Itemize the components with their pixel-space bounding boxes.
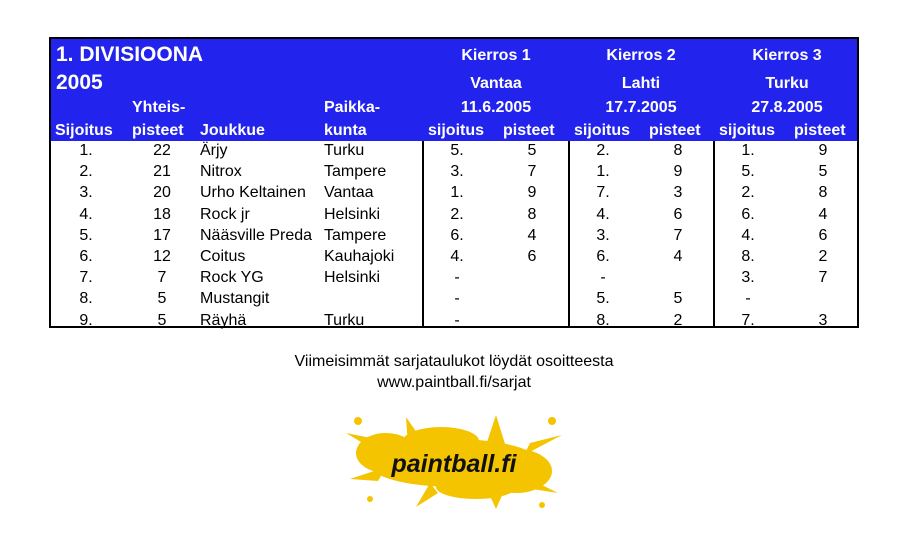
round-3-rank-cell: 2. [741, 184, 755, 202]
round-3-points-cell: 2 [818, 248, 828, 265]
round-1-rank-cell: 2. [450, 205, 464, 223]
footer-note: Viimeisimmät sarjataulukot löydät osoitteesta [294, 353, 614, 370]
total-cell: 17 [153, 226, 171, 244]
round-2-name: Kierros 2 [606, 47, 676, 64]
round-2-points-cell: 8 [673, 142, 683, 159]
city-cell: Helsinki [324, 269, 381, 287]
standings-table [49, 37, 859, 328]
round-3-rank-cell: 3. [741, 269, 755, 287]
city-cell: Tampere [324, 226, 387, 244]
col-r2-rank-label: sijoitus [574, 122, 631, 139]
round-2-points-cell: 2 [673, 311, 683, 329]
team-cell: Rock jr [200, 205, 250, 223]
city-cell: Turku [324, 142, 365, 159]
round-2-points-cell: 6 [673, 205, 683, 223]
round-3-divider [713, 141, 715, 328]
round-1-points-cell: 4 [527, 226, 537, 244]
round-1-rank-cell: 6. [450, 226, 464, 244]
round-1-points-cell: 9 [527, 184, 537, 202]
round-2-rank-cell: 8. [596, 311, 610, 329]
total-cell: 22 [153, 142, 171, 159]
team-cell: Urho Keltainen [200, 184, 306, 202]
round-1-points-cell: 5 [527, 142, 537, 159]
round-1-rank-cell: 5. [450, 142, 464, 159]
footer-url: www.paintball.fi/sarjat [377, 374, 531, 391]
total-cell: 18 [153, 205, 171, 223]
col-total-label: pisteet [132, 122, 184, 139]
round-3-rank-cell: - [745, 290, 751, 308]
total-cell: 21 [153, 163, 171, 181]
round-3-name: Kierros 3 [752, 47, 822, 64]
division-title: 1. DIVISIOONA [56, 43, 204, 66]
round-1-points-cell: 7 [527, 163, 537, 181]
season-year: 2005 [56, 71, 103, 94]
col-r1-points-label: pisteet [503, 122, 555, 139]
round-2-points-cell: 4 [673, 248, 683, 265]
round-2-rank-cell: 7. [596, 184, 610, 202]
round-3-rank-cell: 8. [741, 248, 755, 265]
round-3-points-cell: 6 [818, 226, 828, 244]
col-r3-points-label: pisteet [794, 122, 846, 139]
round-3-points-cell: 5 [818, 163, 828, 181]
total-cell: 5 [157, 290, 167, 308]
rank-cell: 7. [79, 269, 93, 287]
rank-cell: 5. [79, 226, 93, 244]
col-r3-rank-label: sijoitus [719, 122, 776, 139]
round-2-points-cell: 7 [673, 226, 683, 244]
round-2-date: 17.7.2005 [605, 99, 677, 116]
city-cell: Kauhajoki [324, 248, 395, 265]
round-3-rank-cell: 6. [741, 205, 755, 223]
round-1-date: 11.6.2005 [460, 99, 532, 116]
col-city-label: kunta [324, 122, 367, 139]
round-3-points-cell: 9 [818, 142, 828, 159]
team-cell: Mustangit [200, 290, 270, 308]
rank-cell: 1. [79, 142, 93, 159]
rank-cell: 9. [79, 311, 93, 329]
col-team-label: Joukkue [200, 122, 265, 139]
team-cell: Rock YG [200, 269, 264, 287]
round-2-points-cell: 3 [673, 184, 683, 202]
round-2-divider [568, 141, 570, 328]
rank-cell: 4. [79, 205, 93, 223]
round-1-points-cell: 6 [527, 248, 537, 265]
rank-cell: 3. [79, 184, 93, 202]
round-2-city: Lahti [621, 75, 661, 92]
round-2-points-cell: 5 [673, 290, 683, 308]
total-cell: 7 [157, 269, 167, 287]
team-cell: Nääsville Preda [200, 226, 313, 244]
round-3-rank-cell: 7. [741, 311, 755, 329]
rank-cell: 6. [79, 248, 93, 265]
city-cell: Vantaa [324, 184, 374, 202]
city-cell: Tampere [324, 163, 387, 181]
round-1-rank-cell: 1. [450, 184, 464, 202]
city-cell: Turku [324, 311, 365, 329]
logo-text: paintball.fi [391, 450, 517, 478]
round-3-date: 27.8.2005 [751, 99, 823, 116]
rank-cell: 8. [79, 290, 93, 308]
round-1-rank-cell: - [454, 269, 460, 287]
round-2-rank-cell: 6. [596, 248, 610, 265]
paintball-logo [346, 413, 562, 509]
total-cell: 12 [153, 248, 171, 265]
round-3-points-cell: 3 [818, 311, 828, 329]
round-3-points-cell: 7 [818, 269, 828, 287]
total-cell: 20 [153, 184, 171, 202]
round-3-city: Turku [765, 75, 809, 92]
round-1-name: Kierros 1 [461, 47, 531, 64]
team-cell: Coitus [200, 248, 246, 265]
round-1-city: Vantaa [470, 75, 522, 92]
rank-cell: 2. [79, 163, 93, 181]
col-r1-rank-label: sijoitus [428, 122, 485, 139]
round-1-rank-cell: 4. [450, 248, 464, 265]
round-3-rank-cell: 4. [741, 226, 755, 244]
round-1-divider [422, 141, 424, 328]
round-3-rank-cell: 1. [741, 142, 755, 159]
round-2-rank-cell: 1. [596, 163, 610, 181]
round-1-points-cell: 8 [527, 205, 537, 223]
round-3-points-cell: 4 [818, 205, 828, 223]
round-2-points-cell: 9 [673, 163, 683, 181]
round-2-rank-cell: 4. [596, 205, 610, 223]
col-total-label-top: Yhteis- [132, 99, 186, 116]
round-2-rank-cell: 2. [596, 142, 610, 159]
round-1-rank-cell: - [454, 311, 460, 329]
total-cell: 5 [157, 311, 167, 329]
team-cell: Ärjy [200, 142, 228, 159]
table-header [51, 39, 857, 141]
team-cell: Nitrox [200, 163, 242, 181]
round-2-rank-cell: 5. [596, 290, 610, 308]
round-1-rank-cell: 3. [450, 163, 464, 181]
team-cell: Räyhä [200, 311, 247, 329]
round-2-rank-cell: 3. [596, 226, 610, 244]
round-3-points-cell: 8 [818, 184, 828, 202]
col-rank-label: Sijoitus [55, 122, 113, 139]
col-r2-points-label: pisteet [649, 122, 701, 139]
city-cell: Helsinki [324, 205, 381, 223]
round-2-rank-cell: - [600, 269, 606, 287]
round-1-rank-cell: - [454, 290, 460, 308]
col-city-label-top: Paikka- [324, 99, 381, 116]
round-3-rank-cell: 5. [741, 163, 755, 181]
